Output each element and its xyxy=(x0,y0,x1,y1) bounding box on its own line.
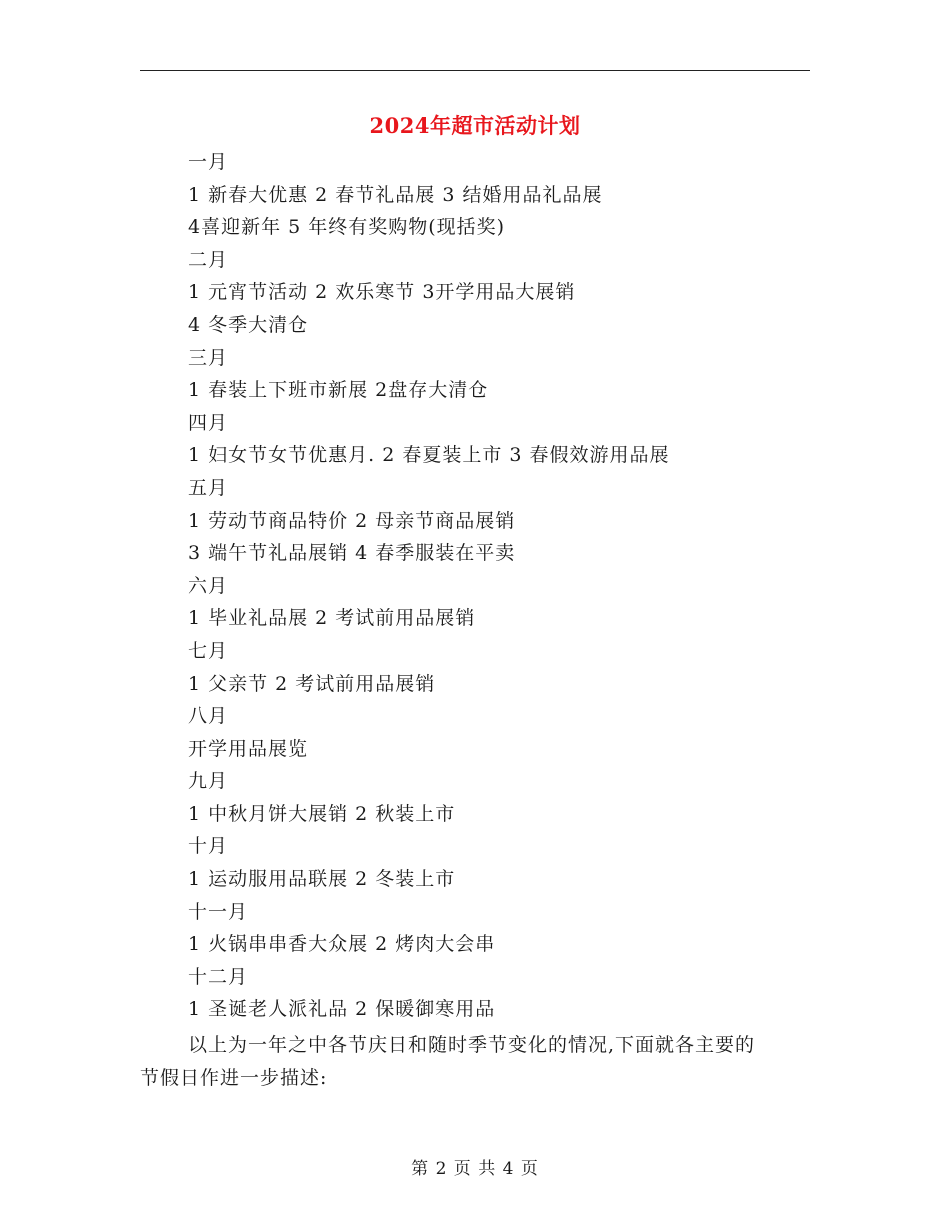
page-number-footer: 第 2 页 共 4 页 xyxy=(411,1159,539,1179)
month-heading: 十一月 xyxy=(188,900,249,923)
activity-line: 开学用品展览 xyxy=(188,737,309,760)
activity-line: 1 新春大优惠 2 春节礼品展 3 结婚用品礼品展 xyxy=(188,183,603,206)
document-body xyxy=(188,146,818,1026)
activity-line: 1 毕业礼品展 2 考试前用品展销 xyxy=(188,607,476,630)
summary-paragraph xyxy=(140,1029,812,1095)
month-heading: 七月 xyxy=(188,639,229,662)
header-rule xyxy=(140,70,810,71)
activity-line: 1 劳动节商品特价 2 母亲节商品展销 xyxy=(188,509,516,532)
month-heading: 十二月 xyxy=(188,965,249,988)
document-title: 2024年超市活动计划 xyxy=(369,113,581,138)
summary-line-1: 以上为一年之中各节庆日和随时季节变化的情况,下面就各主要的 xyxy=(188,1034,756,1056)
activity-line: 3 端午节礼品展销 4 春季服装在平卖 xyxy=(188,542,516,565)
summary-line-2: 节假日作进一步描述: xyxy=(140,1067,328,1089)
month-heading: 十月 xyxy=(188,835,229,858)
month-heading: 一月 xyxy=(188,151,229,173)
activity-line: 1 元宵节活动 2 欢乐寒节 3开学用品大展销 xyxy=(188,281,576,304)
month-heading: 四月 xyxy=(188,411,229,434)
month-heading: 二月 xyxy=(188,248,229,271)
activity-line: 1 火锅串串香大众展 2 烤肉大会串 xyxy=(188,933,496,956)
activity-line: 4 冬季大清仓 xyxy=(188,313,309,336)
month-heading: 九月 xyxy=(188,770,229,793)
month-heading: 五月 xyxy=(188,476,229,499)
activity-line: 1 运动服用品联展 2 冬装上市 xyxy=(188,868,456,891)
activity-line: 1 中秋月饼大展销 2 秋装上市 xyxy=(188,802,456,825)
month-heading: 八月 xyxy=(188,705,229,728)
activity-line: 1 父亲节 2 考试前用品展销 xyxy=(188,672,436,695)
activity-line: 4喜迎新年 5 年终有奖购物(现括奖) xyxy=(188,216,506,239)
activity-line: 1 妇女节女节优惠月. 2 春夏装上市 3 春假效游用品展 xyxy=(188,444,670,467)
activity-line: 1 圣诞老人派礼品 2 保暖御寒用品 xyxy=(188,998,496,1021)
activity-line: 1 春装上下班市新展 2盘存大清仓 xyxy=(188,379,489,402)
month-heading: 三月 xyxy=(188,346,229,369)
month-heading: 六月 xyxy=(188,574,229,597)
